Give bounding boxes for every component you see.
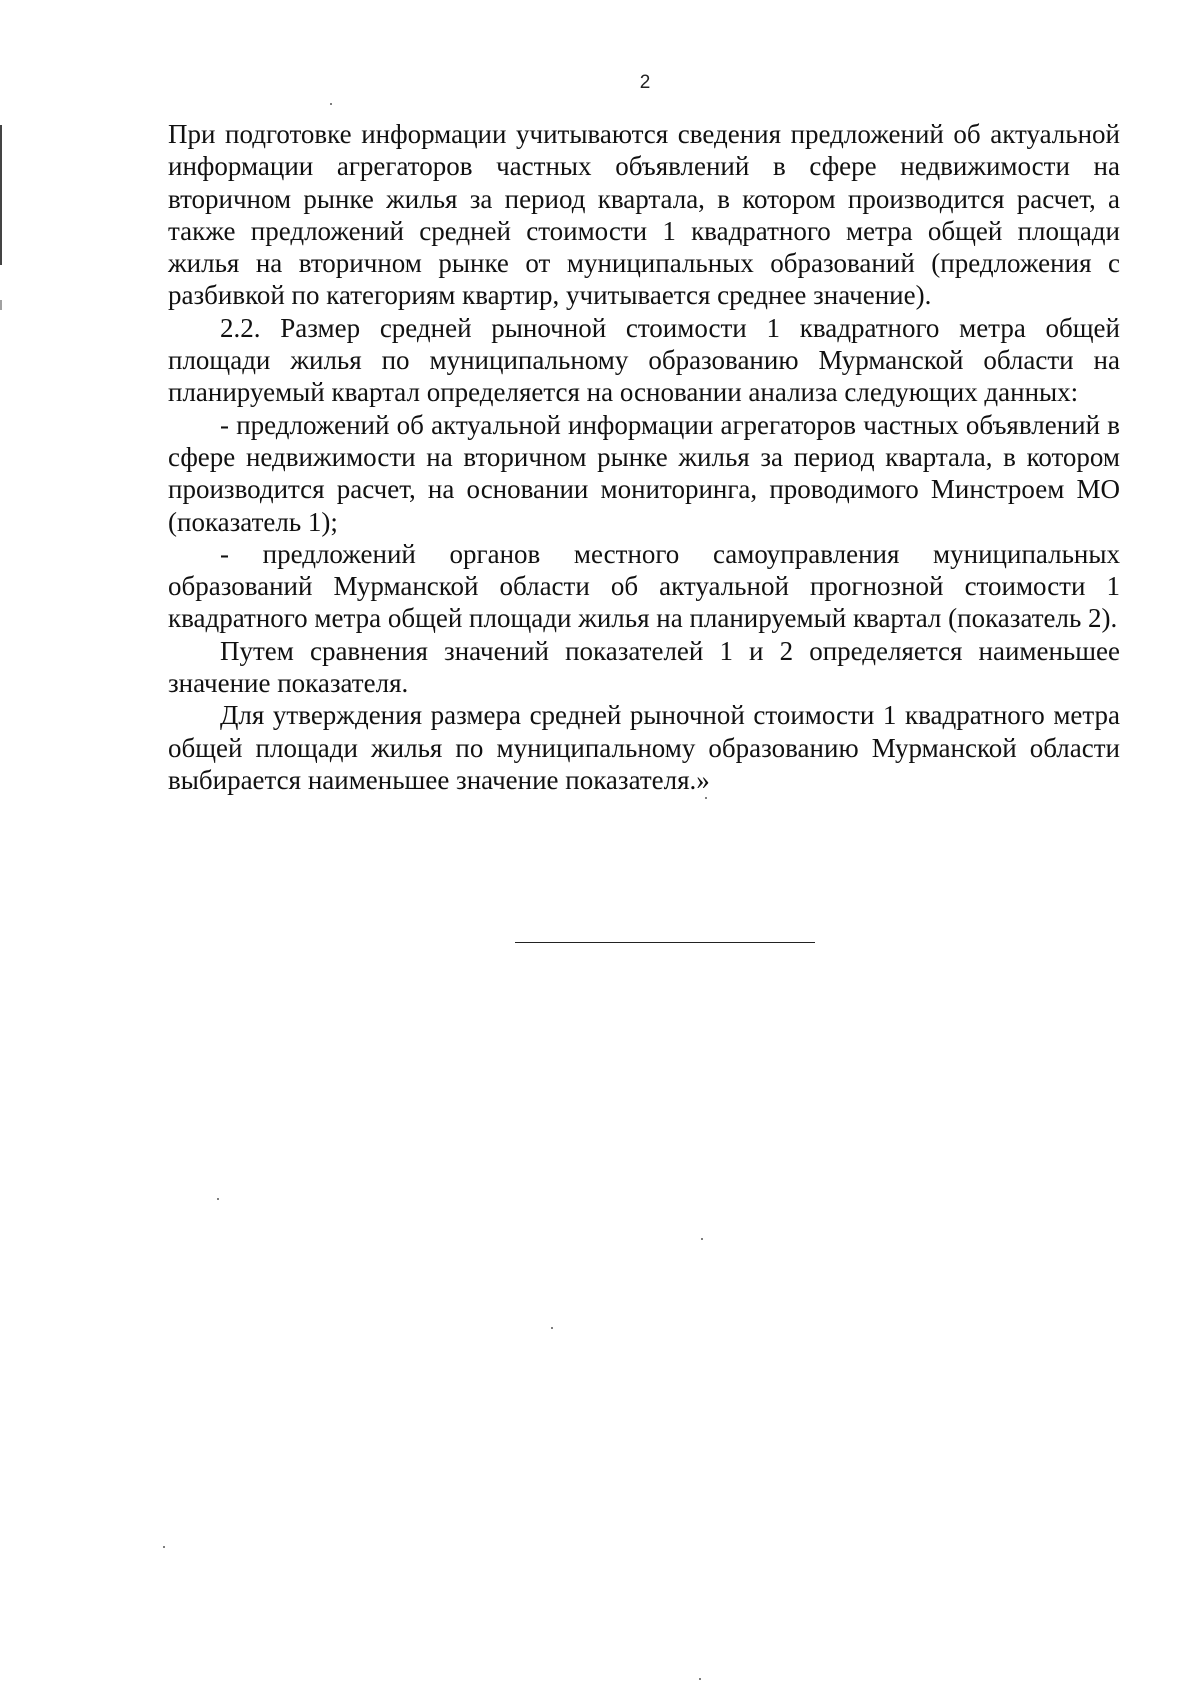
paragraph-section-2-2: 2.2. Размер средней рыночной стоимости 1 квадратного метра общей площади жилья по муниципальному образованию Мурманской области на планируемый квартал определяется на основании анализа следующих данных: <box>168 312 1120 408</box>
scan-speck <box>163 1546 165 1548</box>
scan-speck <box>699 1678 701 1680</box>
paragraph-conclusion: Для утверждения размера средней рыночной стоимости 1 квадратного метра общей площади жилья по муниципальному образованию Мурманской области выбирается наименьшее значение показателя.» <box>168 700 1120 795</box>
page-number: 2 <box>639 72 651 93</box>
document-body <box>168 118 1120 796</box>
closing-rule <box>515 942 815 943</box>
paragraph-information-sources: При подготовке информации учитываются сведения предложений об актуальной информации агрегаторов частных объявлений в сфере недвижимости на вторичном рынке жилья за период квартала, в котором производится расчет, а также предложений средней стоимости 1 квадратного метра общей площади жилья на вторичном рынке от муниципальных образований (предложения с разбивкой по категориям квартир, учитывается среднее значение). <box>168 119 1120 311</box>
scan-speck <box>705 797 707 799</box>
list-item-indicator-1: - предложений об актуальной информации агрегаторов частных объявлений в сфере недвижимости на вторичном рынке жилья за период квартала, в котором производится расчет, на основании мониторинга, проводимого Минстроем МО (показатель 1); <box>168 409 1120 537</box>
scan-speck <box>217 1198 219 1200</box>
scan-edge-mark <box>0 300 2 310</box>
paragraph-comparison: Путем сравнения значений показателей 1 и 2 определяется наименьшее значение показателя. <box>168 635 1120 699</box>
scan-speck <box>330 103 332 105</box>
scan-speck <box>701 1238 703 1240</box>
scan-edge-mark <box>0 125 2 265</box>
list-item-indicator-2: - предложений органов местного самоуправления муниципальных образований Мурманской области об актуальной прогнозной стоимости 1 квадратного метра общей площади жилья на планируемый квартал (показатель 2). <box>168 538 1120 634</box>
scan-speck <box>551 1327 553 1329</box>
